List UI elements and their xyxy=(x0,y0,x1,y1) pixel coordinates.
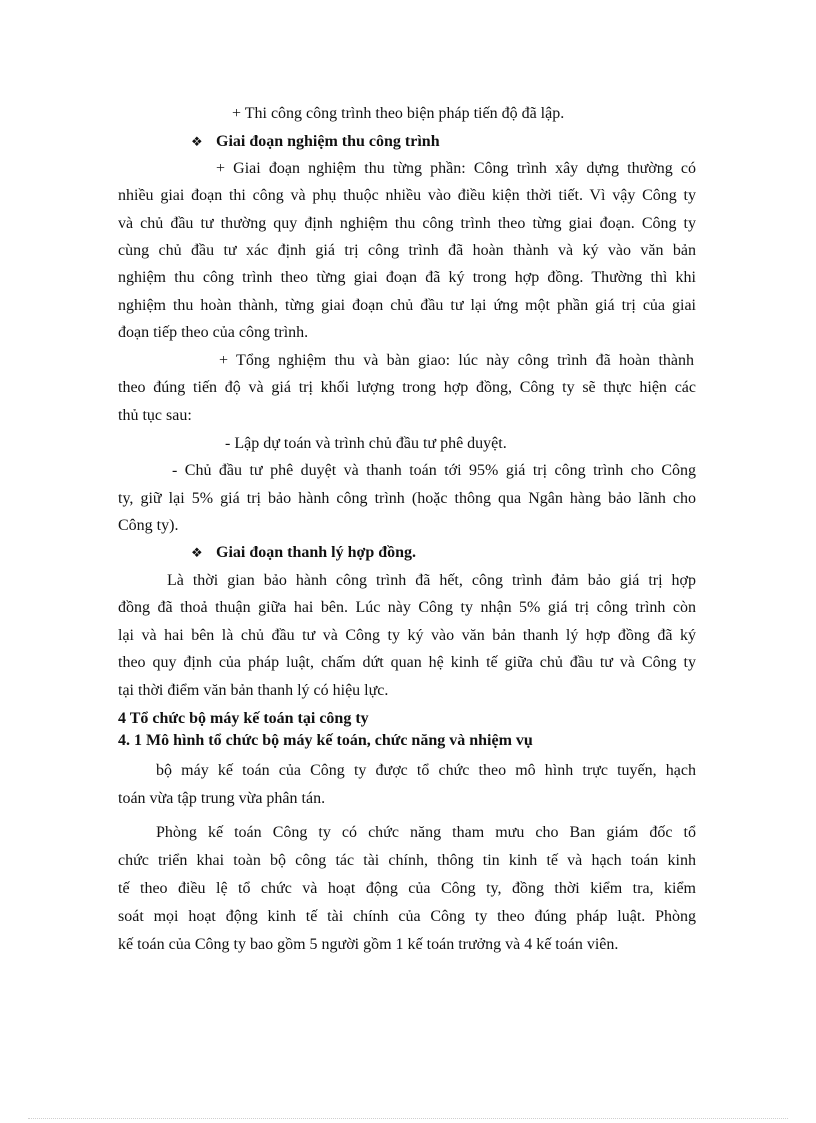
paragraph-line: theo đúng tiến độ và giá trị khối lượng trong hợp đồng, Công ty sẽ thực hiện các xyxy=(118,379,696,396)
paragraph-line: theo quy định của pháp luật, chấm dứt quan hệ kinh tế giữa chủ đầu tư và Công ty xyxy=(118,654,696,671)
paragraph-line: Là thời gian bảo hành công trình đã hết, công trình đảm bảo giá trị hợp xyxy=(167,572,696,589)
paragraph-line: và chủ đầu tư thường quy định nghiệm thu công trình theo từng giai đoạn. Công ty xyxy=(118,215,696,232)
section-heading: Giai đoạn thanh lý hợp đồng. xyxy=(216,544,417,561)
paragraph-line: - Lập dự toán và trình chủ đầu tư phê duyệt. xyxy=(225,435,507,452)
paragraph-line: + Giai đoạn nghiệm thu từng phần: Công trình xây dựng thường có xyxy=(216,160,696,177)
paragraph-line: cùng chủ đầu tư xác định giá trị công trình đã hoàn thành và ký vào văn bản xyxy=(118,242,696,259)
paragraph-line: thủ tục sau: xyxy=(118,407,192,424)
section-heading: Giai đoạn nghiệm thu công trình xyxy=(216,133,440,150)
footer-divider xyxy=(28,1118,788,1119)
paragraph-line: kế toán của Công ty bao gồm 5 người gồm 1 kế toán trưởng và 4 kế toán viên. xyxy=(118,936,619,953)
paragraph-line: tế theo điều lệ tổ chức và hoạt động của Công ty, đồng thời kiểm tra, kiểm xyxy=(118,880,696,897)
section-title: 4 Tổ chức bộ máy kế toán tại công ty xyxy=(118,710,369,727)
paragraph-line: lại và hai bên là chủ đầu tư và Công ty ký vào văn bản thanh lý hợp đồng đã ký xyxy=(118,627,696,644)
bullet-diamond-icon: ❖ xyxy=(191,134,203,149)
paragraph-line: đoạn tiếp theo của công trình. xyxy=(118,324,309,341)
paragraph-line: - Chủ đầu tư phê duyệt và thanh toán tới 95% giá trị công trình cho Công xyxy=(172,462,696,479)
paragraph-line: nghiệm thu hoàn thành, từng giai đoạn chủ đầu tư lại ứng một phần giá trị của giai xyxy=(118,297,696,314)
subsection-title: 4. 1 Mô hình tổ chức bộ máy kế toán, chức năng và nhiệm vụ xyxy=(118,732,533,749)
paragraph-line: bộ máy kế toán của Công ty được tổ chức theo mô hình trực tuyến, hạch xyxy=(156,762,696,779)
paragraph-line: + Thi công công trình theo biện pháp tiến độ đã lập. xyxy=(232,105,565,122)
paragraph-line: + Tổng nghiệm thu và bàn giao: lúc này công trình đã hoàn thành xyxy=(219,352,694,369)
paragraph-line: chức triển khai toàn bộ công tác tài chính, thông tin kinh tế và hạch toán kinh xyxy=(118,852,696,869)
paragraph-line: toán vừa tập trung vừa phân tán. xyxy=(118,790,326,807)
paragraph-line: Công ty). xyxy=(118,517,179,534)
paragraph-line: nhiều giai đoạn thi công và phụ thuộc nhiều vào điều kiện thời tiết. Vì vậy Công ty xyxy=(118,187,696,204)
paragraph-line: đồng đã thoả thuận giữa hai bên. Lúc này Công ty nhận 5% giá trị công trình còn xyxy=(118,599,696,616)
paragraph-line: tại thời điểm văn bản thanh lý có hiệu lực. xyxy=(118,682,389,699)
bullet-diamond-icon: ❖ xyxy=(191,545,203,560)
paragraph-line: ty, giữ lại 5% giá trị bảo hành công trình (hoặc thông qua Ngân hàng bảo lãnh cho xyxy=(118,490,696,507)
paragraph-line: Phòng kế toán Công ty có chức năng tham mưu cho Ban giám đốc tổ xyxy=(156,824,696,841)
paragraph-line: soát mọi hoạt động kinh tế tài chính của Công ty theo đúng pháp luật. Phòng xyxy=(118,908,696,925)
paragraph-line: nghiệm thu công trình theo từng giai đoạn đã ký trong hợp đồng. Thường thì khi xyxy=(118,269,696,286)
